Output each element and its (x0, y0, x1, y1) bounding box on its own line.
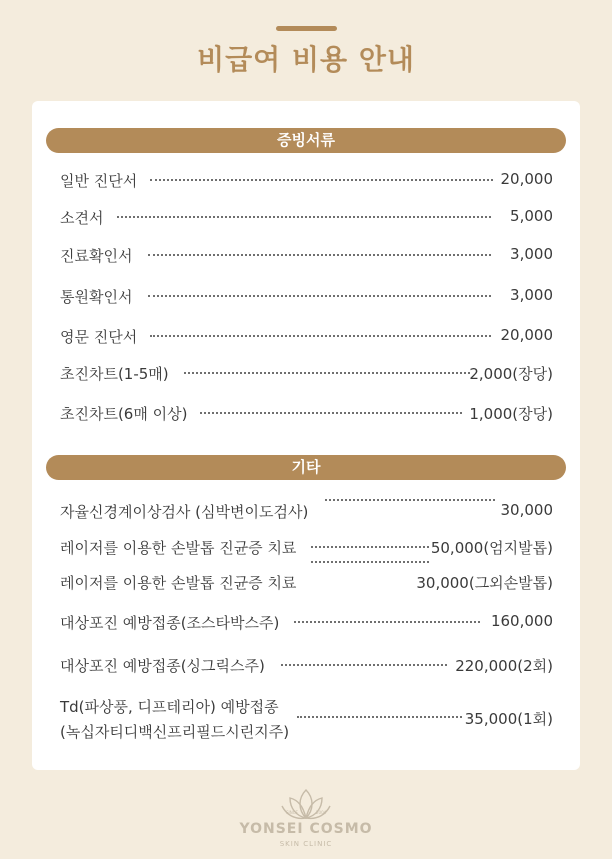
dot-leader (281, 664, 447, 666)
item-label: 영문 진단서 (60, 328, 138, 346)
dot-leader (297, 716, 462, 718)
item-price: 20,000 (500, 326, 553, 344)
item-label: 대상포진 예방접종(조스타박스주) (60, 614, 280, 632)
clinic-subtitle: SKIN CLINIC (279, 840, 333, 848)
title-accent-bar (276, 26, 337, 31)
dot-leader (200, 412, 462, 414)
item-label: 일반 진단서 (60, 172, 138, 190)
item-label: 초진차트(6매 이상) (60, 405, 188, 423)
item-price: 5,000 (510, 207, 553, 225)
dot-leader (150, 179, 493, 181)
logo-year: 2004 (316, 810, 327, 815)
item-price: 50,000(엄지발톱) (430, 539, 553, 557)
dot-leader (294, 621, 480, 623)
item-price: 1,000(장당) (469, 405, 553, 423)
item-label: 레이저를 이용한 손발톱 진균증 치료 (60, 539, 297, 557)
item-label-line2: (녹십자티디백신프리필드시린지주) (60, 723, 290, 741)
item-price: 3,000 (510, 286, 553, 304)
dot-leader (311, 561, 429, 563)
clinic-name: YONSEI COSMO (239, 821, 373, 837)
dot-leader (148, 254, 491, 256)
item-label: 레이저를 이용한 손발톱 진균증 치료 (60, 574, 297, 592)
dot-leader (117, 216, 491, 218)
logo-since: SINCE (286, 810, 299, 815)
item-label: 통원확인서 (60, 288, 133, 306)
dot-leader (325, 499, 495, 501)
item-price: 2,000(장당) (469, 365, 553, 383)
item-price: 35,000(1회) (464, 710, 553, 728)
item-price: 30,000(그외손발톱) (416, 574, 553, 592)
dot-leader (150, 335, 491, 337)
item-label: 자율신경계이상검사 (심박변이도검사) (60, 503, 309, 521)
section-header-other: 기타 (46, 455, 566, 480)
item-price: 30,000 (500, 501, 553, 519)
dot-leader (148, 295, 491, 297)
item-label: 초진차트(1-5매) (60, 365, 169, 383)
dot-leader (184, 372, 470, 374)
item-label-line1: Td(파상풍, 디프테리아) 예방접종 (60, 698, 279, 716)
dot-leader (311, 546, 429, 548)
item-label: 소견서 (60, 209, 104, 227)
item-price: 160,000 (490, 612, 553, 630)
section-header-documents: 증빙서류 (46, 128, 566, 153)
page-title: 비급여 비용 안내 (197, 43, 415, 76)
item-label: 진료확인서 (60, 247, 133, 265)
item-label: 대상포진 예방접종(싱그릭스주) (60, 657, 265, 675)
price-row (60, 696, 553, 742)
item-price: 3,000 (510, 245, 553, 263)
item-price: 220,000(2회) (455, 657, 553, 675)
item-price: 20,000 (500, 170, 553, 188)
